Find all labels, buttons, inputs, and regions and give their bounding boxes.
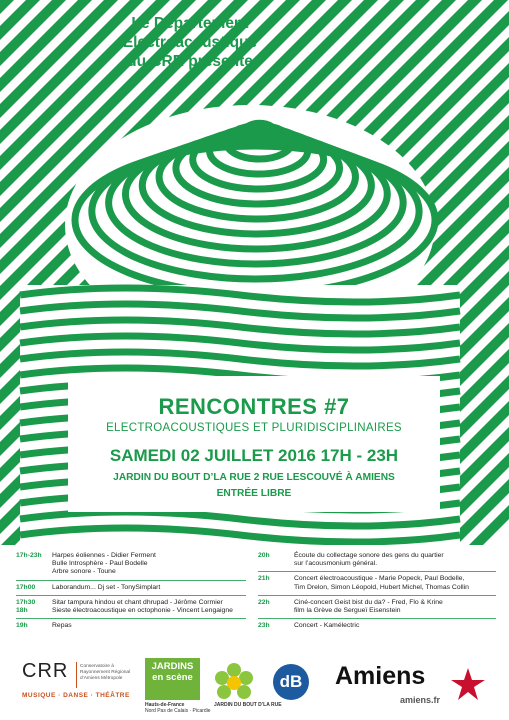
- schedule-row: 18h Sieste électroacoustique en octophonie - Vincent Lengaigne: [16, 607, 233, 615]
- schedule-row: Bulle Introsphère - Paul Bodelle: [52, 560, 148, 568]
- event-venue: JARDIN DU BOUT D’LA RUE 2 RUE LESCOUVÉ À AMIENS: [113, 472, 395, 483]
- schedule-left-column: [16, 552, 246, 630]
- schedule-row: Arbre sonore - Toune: [52, 568, 116, 576]
- schedule-row: 20h Écoute du collectage sonore des gens du quartier: [258, 552, 444, 559]
- divider: [258, 618, 496, 619]
- intro-text: [95, 14, 285, 71]
- partner-logos: [0, 648, 509, 720]
- crr-logo: CRR: [22, 660, 69, 682]
- amiens-metropole-logo: [445, 660, 491, 706]
- schedule-row: sur l’acousmonium général.: [294, 560, 378, 568]
- schedule-row: 17h-23h Harpes éoliennes - Didier Ferment: [16, 552, 156, 559]
- event-info-box: [68, 376, 440, 512]
- schedule-row: 21h Concert électroacoustique - Marie Popeck, Paul Bodelle,: [258, 575, 465, 583]
- intro-line-1: Le Département: [131, 15, 249, 32]
- intro-line-2: Electroacoustique: [122, 34, 258, 51]
- divider: [258, 595, 496, 596]
- amiens-url: amiens.fr: [400, 695, 441, 705]
- schedule-row: 23h Concert - Kamélectric: [258, 622, 360, 630]
- divider: [16, 595, 246, 596]
- intro-line-3: du CRR présente: [127, 53, 253, 70]
- amiens-logo: Amiens: [335, 662, 426, 690]
- region-logo: Hauts-de-France Nord Pas de Calais · Picardie: [145, 702, 211, 714]
- event-subtitle: ELECTROACOUSTIQUES ET PLURIDISCIPLINAIRES: [106, 422, 402, 434]
- jardin-bout-rue-label: JARDIN DU BOUT D’LA RUE: [214, 702, 282, 708]
- event-entry: ENTRÉE LIBRE: [216, 488, 292, 499]
- schedule-row: 22h Ciné-concert Geist bist du da? - Fred, Flo & Krine: [258, 598, 443, 606]
- schedule-right-column: [258, 552, 496, 630]
- crr-divider: [76, 662, 77, 688]
- event-date: SAMEDI 02 JUILLET 2016 17H - 23H: [109, 446, 399, 465]
- divider: [258, 571, 496, 572]
- crr-tagline: MUSIQUE · DANSE · THÉÂTRE: [22, 692, 130, 699]
- schedule-row: Tim Drelon, Simon Léopold, Hubert Michel, Thomas Collin: [294, 583, 469, 591]
- schedule-row: 17h00 Laborandum... Dj set - TonySimplart: [16, 583, 161, 591]
- schedule-row: film la Grève de Sergueï Eisenstein: [294, 607, 401, 615]
- schedule-row: 19h Repas: [16, 622, 72, 630]
- jardins-en-scene-logo: JARDINS en scène: [145, 658, 200, 700]
- divider: [16, 618, 246, 619]
- crr-description: Conservatoire à Rayonnement Régional d’Amiens Métropole: [80, 664, 131, 681]
- jardin-bout-rue-logo: [210, 660, 258, 708]
- schedule-row: 17h30 Sitar tampura hindou et chant dhrupad - Jérôme Cormier: [16, 598, 223, 606]
- divider: [16, 580, 246, 581]
- db-logo: dB: [273, 664, 309, 700]
- schedule: [10, 546, 500, 642]
- event-title: RENCONTRES #7: [158, 394, 350, 419]
